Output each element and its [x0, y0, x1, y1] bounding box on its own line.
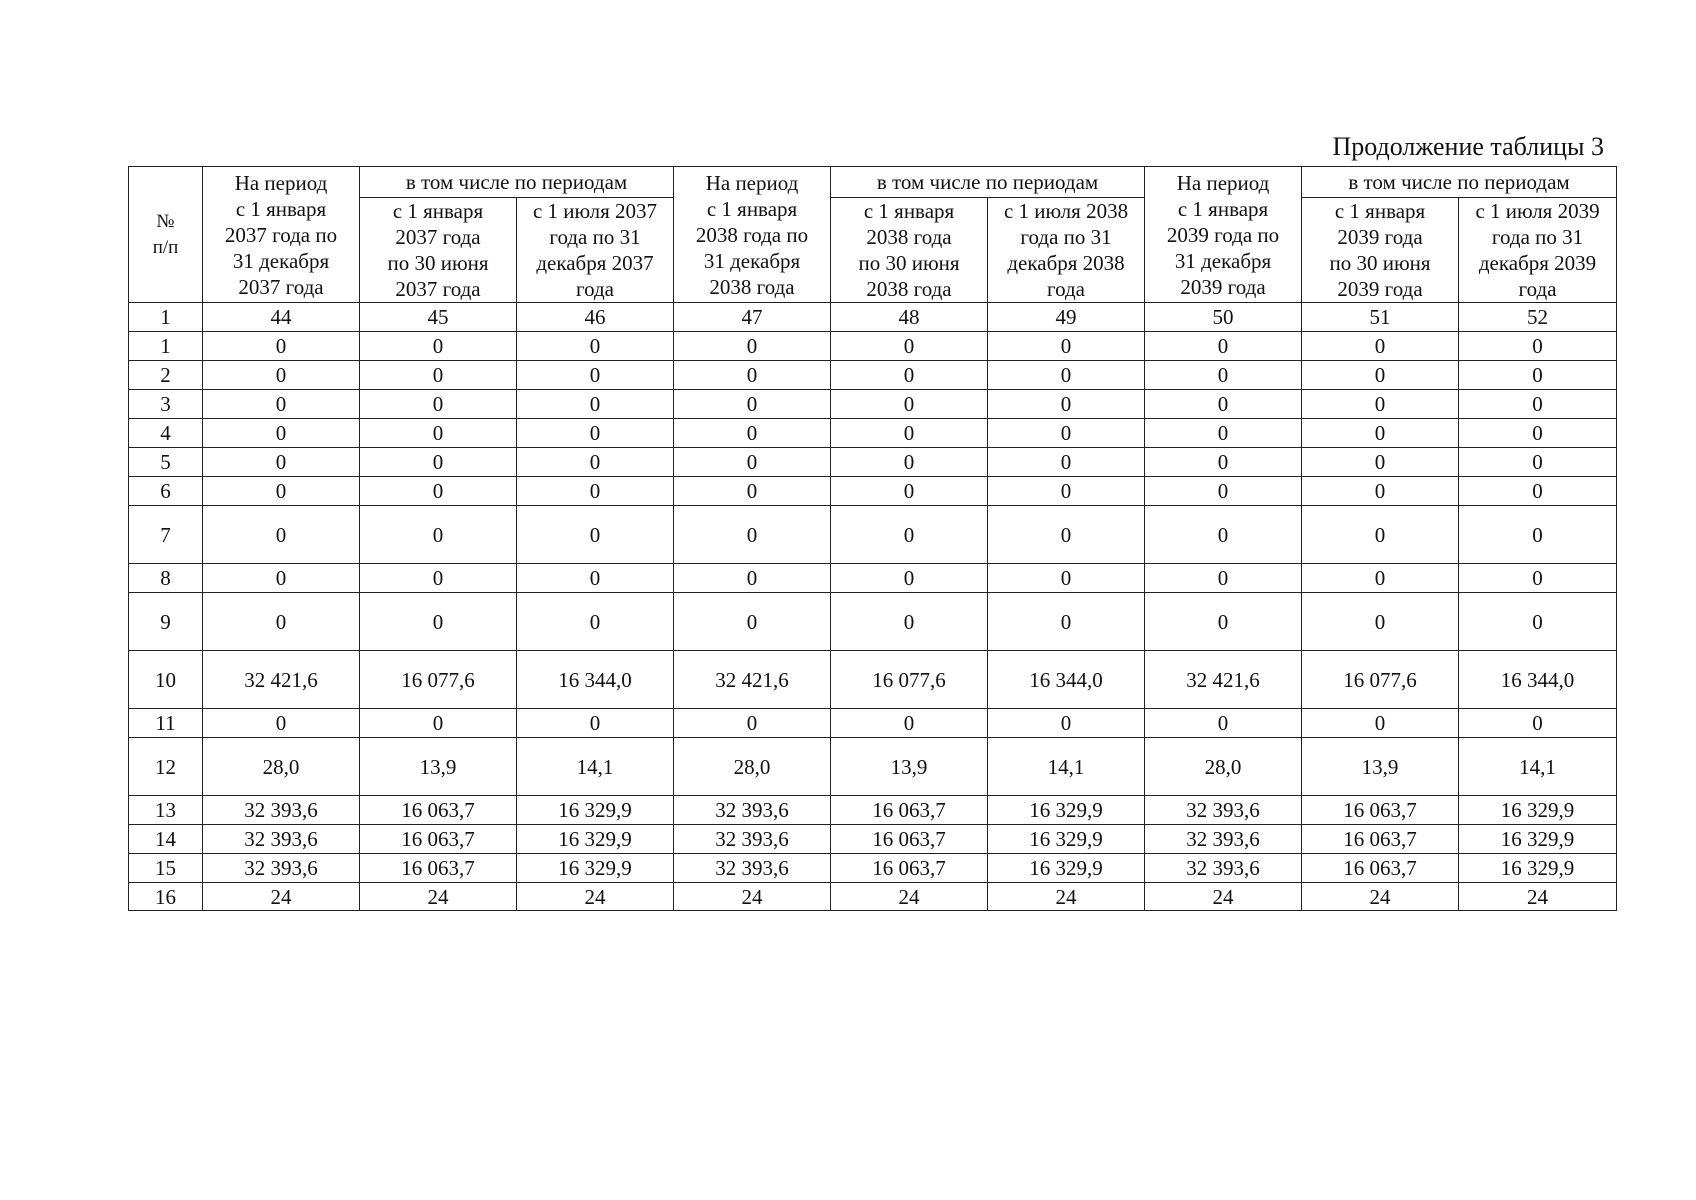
value-cell: 0 [1302, 390, 1459, 419]
row-number-cell: 6 [129, 477, 203, 506]
header-line: года [1047, 277, 1086, 301]
row-number-cell: 12 [129, 738, 203, 796]
value-cell: 0 [1145, 332, 1302, 361]
value-cell: 16 063,7 [1302, 796, 1459, 825]
value-cell: 0 [988, 477, 1145, 506]
header-line: 2038 года [866, 225, 952, 249]
value-cell: 0 [1459, 709, 1617, 738]
header-line: декабря 2037 [536, 251, 654, 275]
value-cell: 0 [988, 332, 1145, 361]
row-number-cell: 14 [129, 825, 203, 854]
value-cell: 0 [1302, 506, 1459, 564]
header-line: с 1 января [1177, 196, 1269, 221]
table-row [129, 506, 1617, 564]
row-number-cell: 8 [129, 564, 203, 593]
value-cell: 0 [674, 332, 831, 361]
value-cell: 0 [988, 593, 1145, 651]
column-number-cell: 51 [1302, 303, 1459, 332]
value-cell: 16 329,9 [517, 854, 674, 883]
value-cell: 14,1 [988, 738, 1145, 796]
header-incl-2037: в том числе по периодам [360, 167, 674, 198]
header-num-cell [129, 167, 203, 303]
value-cell: 0 [517, 477, 674, 506]
value-cell: 0 [203, 477, 360, 506]
header-line: года [576, 277, 614, 301]
value-cell: 0 [1145, 564, 1302, 593]
value-cell: 32 421,6 [674, 651, 831, 709]
value-cell: 0 [674, 506, 831, 564]
value-cell: 16 063,7 [1302, 825, 1459, 854]
row-number-cell: 3 [129, 390, 203, 419]
value-cell: 0 [1459, 564, 1617, 593]
header-incl-2038: в том числе по периодам [831, 167, 1145, 198]
table-body [129, 167, 1617, 911]
value-cell: 0 [674, 390, 831, 419]
value-cell: 16 329,9 [988, 825, 1145, 854]
value-cell: 0 [1459, 593, 1617, 651]
value-cell: 32 421,6 [1145, 651, 1302, 709]
column-number-cell: 44 [203, 303, 360, 332]
value-cell: 0 [1145, 506, 1302, 564]
header-h1-2038 [831, 198, 988, 303]
value-cell: 13,9 [360, 738, 517, 796]
value-cell: 0 [831, 390, 988, 419]
value-cell: 0 [831, 506, 988, 564]
value-cell: 32 393,6 [674, 854, 831, 883]
value-cell: 0 [360, 564, 517, 593]
table-row [129, 854, 1617, 883]
value-cell: 24 [360, 883, 517, 911]
value-cell: 0 [831, 419, 988, 448]
value-cell: 32 393,6 [674, 796, 831, 825]
value-cell: 13,9 [831, 738, 988, 796]
column-number-cell: 48 [831, 303, 988, 332]
value-cell: 0 [674, 361, 831, 390]
header-line: с 1 июля 2038 [1003, 199, 1129, 223]
header-line: 2037 года [395, 277, 481, 301]
row-number-cell: 16 [129, 883, 203, 911]
value-cell: 0 [1459, 448, 1617, 477]
table-row [129, 448, 1617, 477]
value-cell: 32 393,6 [203, 825, 360, 854]
value-cell: 0 [831, 564, 988, 593]
value-cell: 0 [1302, 477, 1459, 506]
header-line: по 30 июня [1329, 251, 1431, 275]
header-line: с 1 января [392, 199, 484, 223]
value-cell: 0 [360, 506, 517, 564]
header-h1-2037 [360, 198, 517, 303]
value-cell: 16 329,9 [988, 854, 1145, 883]
value-cell: 0 [517, 506, 674, 564]
header-line: декабря 2039 [1478, 251, 1597, 275]
value-cell: 0 [674, 709, 831, 738]
value-cell: 32 393,6 [1145, 825, 1302, 854]
row-number-cell: 13 [129, 796, 203, 825]
value-cell: 0 [674, 419, 831, 448]
value-cell: 0 [831, 332, 988, 361]
value-cell: 0 [988, 506, 1145, 564]
column-number-cell: 52 [1459, 303, 1617, 332]
row-number-cell: 10 [129, 651, 203, 709]
header-line: 2038 года по [695, 222, 809, 247]
value-cell: 0 [988, 448, 1145, 477]
value-cell: 0 [1145, 390, 1302, 419]
header-line: 2039 года по [1166, 222, 1280, 247]
header-h2-2037 [517, 198, 674, 303]
row-number-cell: 1 [129, 332, 203, 361]
value-cell: 0 [360, 332, 517, 361]
value-cell: 0 [1459, 477, 1617, 506]
value-cell: 0 [517, 709, 674, 738]
header-line: 2039 года [1180, 274, 1266, 299]
row-number-cell: 15 [129, 854, 203, 883]
header-line: с 1 января [235, 196, 327, 221]
table-row [129, 332, 1617, 361]
value-cell: 16 063,7 [831, 796, 988, 825]
value-cell: 0 [517, 390, 674, 419]
value-cell: 0 [1145, 477, 1302, 506]
value-cell: 0 [203, 448, 360, 477]
value-cell: 0 [360, 419, 517, 448]
value-cell: 24 [1302, 883, 1459, 911]
value-cell: 16 329,9 [1459, 825, 1617, 854]
value-cell: 0 [517, 419, 674, 448]
table-row [129, 709, 1617, 738]
value-cell: 16 063,7 [1302, 854, 1459, 883]
value-cell: 0 [1302, 332, 1459, 361]
header-num-line: № [156, 210, 175, 232]
value-cell: 32 393,6 [1145, 796, 1302, 825]
table-row [129, 883, 1617, 911]
value-cell: 16 344,0 [988, 651, 1145, 709]
value-cell: 32 393,6 [203, 854, 360, 883]
header-incl-2039: в том числе по периодам [1302, 167, 1617, 198]
column-number-cell: 47 [674, 303, 831, 332]
header-line: На период [705, 170, 799, 195]
value-cell: 16 329,9 [1459, 796, 1617, 825]
value-cell: 0 [203, 709, 360, 738]
value-cell: 24 [988, 883, 1145, 911]
row-number-cell: 7 [129, 506, 203, 564]
value-cell: 0 [1459, 506, 1617, 564]
value-cell: 14,1 [517, 738, 674, 796]
value-cell: 0 [203, 390, 360, 419]
value-cell: 24 [203, 883, 360, 911]
header-line: 2039 года [1337, 277, 1423, 301]
value-cell: 16 077,6 [831, 651, 988, 709]
column-number-cell: 46 [517, 303, 674, 332]
header-total-2039 [1145, 167, 1302, 303]
header-line: 2037 года [238, 274, 324, 299]
value-cell: 16 077,6 [360, 651, 517, 709]
value-cell: 0 [831, 477, 988, 506]
value-cell: 0 [203, 564, 360, 593]
header-line: с 1 июля 2037 [532, 199, 658, 223]
header-line: года по 31 [1491, 225, 1584, 249]
value-cell: 0 [517, 564, 674, 593]
value-cell: 16 077,6 [1302, 651, 1459, 709]
table-row [129, 477, 1617, 506]
value-cell: 0 [831, 709, 988, 738]
value-cell: 0 [1302, 419, 1459, 448]
header-line: года по 31 [1020, 225, 1112, 249]
value-cell: 0 [1459, 332, 1617, 361]
header-line: декабря 2038 [1007, 251, 1125, 275]
value-cell: 0 [988, 419, 1145, 448]
table-row [129, 419, 1617, 448]
header-total-2037 [203, 167, 360, 303]
value-cell: 0 [517, 361, 674, 390]
header-line: 2037 года по [224, 222, 338, 247]
header-line: 31 декабря [232, 248, 330, 273]
header-num-line: п/п [152, 236, 179, 258]
value-cell: 0 [831, 361, 988, 390]
value-cell: 0 [203, 361, 360, 390]
value-cell: 0 [1145, 593, 1302, 651]
value-cell: 0 [988, 564, 1145, 593]
value-cell: 0 [1459, 361, 1617, 390]
header-line: с 1 января [863, 199, 955, 223]
value-cell: 32 393,6 [203, 796, 360, 825]
header-line: с 1 января [706, 196, 798, 221]
table-row [129, 738, 1617, 796]
column-number-cell: 50 [1145, 303, 1302, 332]
header-line: 31 декабря [1174, 248, 1272, 273]
value-cell: 0 [1145, 709, 1302, 738]
value-cell: 28,0 [674, 738, 831, 796]
value-cell: 0 [517, 332, 674, 361]
header-line: 31 декабря [703, 248, 801, 273]
row-number-cell: 11 [129, 709, 203, 738]
table-row [129, 593, 1617, 651]
header-h2-2038 [988, 198, 1145, 303]
value-cell: 13,9 [1302, 738, 1459, 796]
value-cell: 0 [360, 593, 517, 651]
value-cell: 0 [1302, 448, 1459, 477]
header-line: 2038 года [866, 277, 952, 301]
value-cell: 0 [360, 390, 517, 419]
header-line: На период [1176, 170, 1270, 195]
value-cell: 16 063,7 [831, 825, 988, 854]
header-row-1 [129, 167, 1617, 198]
value-cell: 0 [203, 506, 360, 564]
header-line: года по 31 [549, 225, 641, 249]
header-line: по 30 июня [858, 251, 960, 275]
value-cell: 16 329,9 [517, 825, 674, 854]
header-line: 2039 года [1337, 225, 1423, 249]
column-number-cell: 49 [988, 303, 1145, 332]
row-number-cell: 9 [129, 593, 203, 651]
value-cell: 0 [1145, 448, 1302, 477]
value-cell: 0 [1145, 361, 1302, 390]
value-cell: 16 344,0 [1459, 651, 1617, 709]
value-cell: 0 [517, 593, 674, 651]
column-number-cell: 45 [360, 303, 517, 332]
value-cell: 0 [203, 332, 360, 361]
value-cell: 16 329,9 [1459, 854, 1617, 883]
value-cell: 0 [674, 477, 831, 506]
value-cell: 16 344,0 [517, 651, 674, 709]
value-cell: 14,1 [1459, 738, 1617, 796]
value-cell: 24 [1145, 883, 1302, 911]
header-line: с 1 января [1334, 199, 1426, 223]
header-line: 2037 года [395, 225, 481, 249]
value-cell: 0 [1302, 593, 1459, 651]
row-number-cell: 5 [129, 448, 203, 477]
value-cell: 0 [1145, 419, 1302, 448]
value-cell: 28,0 [203, 738, 360, 796]
value-cell: 0 [360, 477, 517, 506]
value-cell: 0 [988, 709, 1145, 738]
table-row [129, 361, 1617, 390]
value-cell: 24 [517, 883, 674, 911]
value-cell: 0 [1302, 709, 1459, 738]
value-cell: 0 [203, 419, 360, 448]
value-cell: 0 [1459, 419, 1617, 448]
value-cell: 0 [988, 390, 1145, 419]
table-row [129, 796, 1617, 825]
table-row [129, 390, 1617, 419]
value-cell: 0 [360, 448, 517, 477]
header-h2-2039 [1459, 198, 1617, 303]
table-row [129, 651, 1617, 709]
header-total-2038 [674, 167, 831, 303]
column-number-row [129, 303, 1617, 332]
value-cell: 16 063,7 [360, 796, 517, 825]
value-cell: 32 421,6 [203, 651, 360, 709]
column-number-cell: 1 [129, 303, 203, 332]
header-line: На период [234, 170, 328, 195]
header-h1-2039 [1302, 198, 1459, 303]
value-cell: 28,0 [1145, 738, 1302, 796]
value-cell: 16 063,7 [360, 825, 517, 854]
value-cell: 0 [360, 709, 517, 738]
header-line: по 30 июня [387, 251, 489, 275]
data-table [128, 166, 1617, 911]
value-cell: 0 [831, 593, 988, 651]
value-cell: 16 063,7 [831, 854, 988, 883]
value-cell: 0 [988, 361, 1145, 390]
value-cell: 0 [360, 361, 517, 390]
header-line: года [1518, 277, 1557, 301]
value-cell: 16 329,9 [988, 796, 1145, 825]
value-cell: 32 393,6 [1145, 854, 1302, 883]
value-cell: 24 [674, 883, 831, 911]
value-cell: 16 063,7 [360, 854, 517, 883]
value-cell: 0 [1302, 564, 1459, 593]
value-cell: 0 [831, 448, 988, 477]
table-row [129, 564, 1617, 593]
header-line: с 1 июля 2039 [1475, 199, 1600, 223]
value-cell: 0 [674, 448, 831, 477]
value-cell: 0 [203, 593, 360, 651]
table-caption: Продолжение таблицы 3 [1332, 132, 1604, 161]
value-cell: 0 [1459, 390, 1617, 419]
value-cell: 24 [1459, 883, 1617, 911]
value-cell: 0 [517, 448, 674, 477]
value-cell: 24 [831, 883, 988, 911]
value-cell: 16 329,9 [517, 796, 674, 825]
row-number-cell: 2 [129, 361, 203, 390]
value-cell: 32 393,6 [674, 825, 831, 854]
row-number-cell: 4 [129, 419, 203, 448]
value-cell: 0 [1302, 361, 1459, 390]
value-cell: 0 [674, 593, 831, 651]
header-line: 2038 года [709, 274, 795, 299]
value-cell: 0 [674, 564, 831, 593]
table-row [129, 825, 1617, 854]
